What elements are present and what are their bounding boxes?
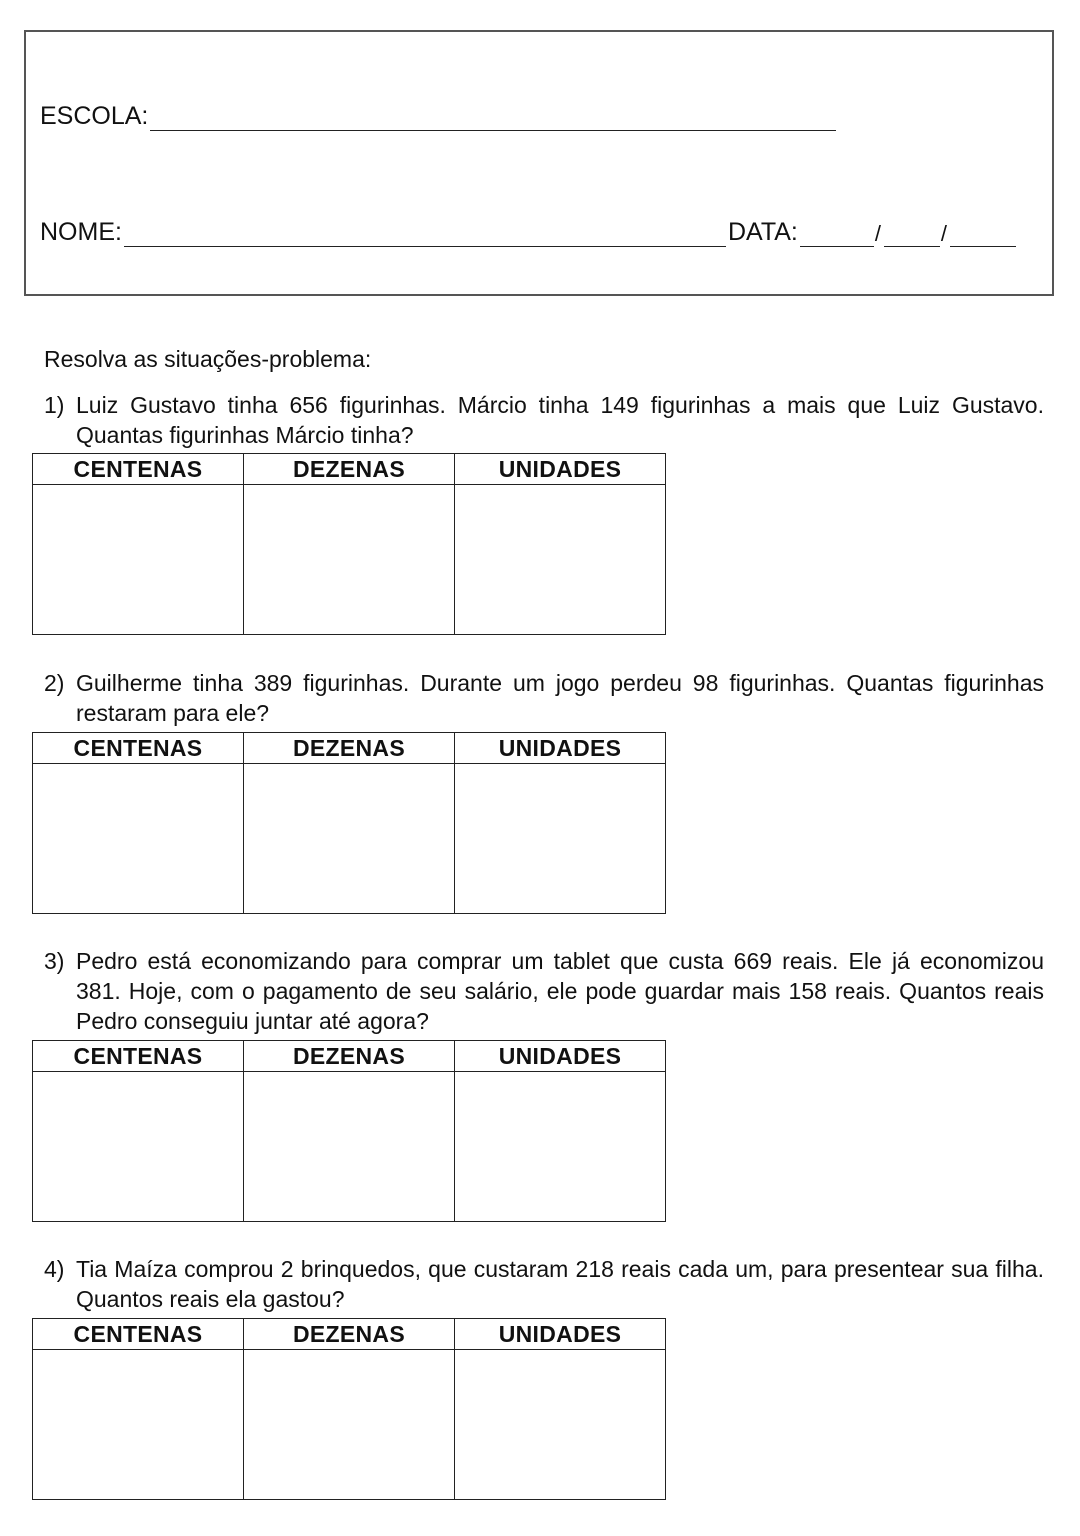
place-value-table-2 (32, 732, 666, 914)
cell-unidades[interactable] (455, 1350, 666, 1500)
name-field[interactable] (124, 223, 726, 247)
name-label: NOME: (40, 218, 122, 246)
date-separator: / (874, 221, 881, 246)
problem-number: 2) (44, 670, 65, 696)
problem-3 (44, 946, 1044, 1036)
cell-centenas[interactable] (33, 1350, 244, 1500)
problem-number: 3) (44, 948, 65, 974)
cell-centenas[interactable] (33, 1072, 244, 1222)
problem-text: Guilherme tinha 389 figurinhas. Durante um jogo perdeu 98 figurinhas. Quantas figurinhas restaram para ele? (76, 670, 1044, 726)
problem-number: 4) (44, 1256, 65, 1282)
cell-dezenas[interactable] (244, 1072, 455, 1222)
cell-dezenas[interactable] (244, 764, 455, 914)
problem-1 (44, 390, 1044, 450)
header-unidades: UNIDADES (455, 454, 666, 485)
school-label: ESCOLA: (40, 102, 149, 130)
school-row (40, 102, 836, 131)
header-centenas: CENTENAS (33, 454, 244, 485)
problem-number: 1) (44, 392, 65, 418)
header-dezenas: DEZENAS (244, 733, 455, 764)
date-day-field[interactable] (800, 223, 874, 247)
problem-2 (44, 668, 1044, 728)
date-month-field[interactable] (884, 223, 940, 247)
place-value-table-4 (32, 1318, 666, 1500)
cell-dezenas[interactable] (244, 485, 455, 635)
header-dezenas: DEZENAS (244, 454, 455, 485)
place-value-table-1 (32, 453, 666, 635)
date-label: DATA: (727, 218, 798, 246)
header-centenas: CENTENAS (33, 1041, 244, 1072)
cell-unidades[interactable] (455, 1072, 666, 1222)
date-separator: / (940, 221, 947, 246)
school-field[interactable] (150, 107, 836, 131)
place-value-table-3 (32, 1040, 666, 1222)
problem-text: Luiz Gustavo tinha 656 figurinhas. Márcio tinha 149 figurinhas a mais que Luiz Gustavo. Quantas figurinhas Márcio tinha? (76, 392, 1044, 448)
problem-text: Pedro está economizando para comprar um tablet que custa 669 reais. Ele já economizou 381. Hoje, com o pagamento de seu salário, ele pode guardar mais 158 reais. Quantos reais Pedro conseguiu juntar até agora? (76, 948, 1044, 1034)
name-row (40, 218, 1016, 247)
date-year-field[interactable] (950, 223, 1016, 247)
header-dezenas: DEZENAS (244, 1041, 455, 1072)
instruction-text: Resolva as situações-problema: (44, 346, 372, 372)
header-unidades: UNIDADES (455, 1041, 666, 1072)
problem-4 (44, 1254, 1044, 1314)
header-centenas: CENTENAS (33, 733, 244, 764)
cell-unidades[interactable] (455, 485, 666, 635)
header-unidades: UNIDADES (455, 1319, 666, 1350)
header-dezenas: DEZENAS (244, 1319, 455, 1350)
cell-centenas[interactable] (33, 485, 244, 635)
cell-centenas[interactable] (33, 764, 244, 914)
cell-unidades[interactable] (455, 764, 666, 914)
cell-dezenas[interactable] (244, 1350, 455, 1500)
header-centenas: CENTENAS (33, 1319, 244, 1350)
header-box (24, 30, 1054, 296)
header-unidades: UNIDADES (455, 733, 666, 764)
problem-text: Tia Maíza comprou 2 brinquedos, que custaram 218 reais cada um, para presentear sua filha. Quantos reais ela gastou? (76, 1256, 1044, 1312)
